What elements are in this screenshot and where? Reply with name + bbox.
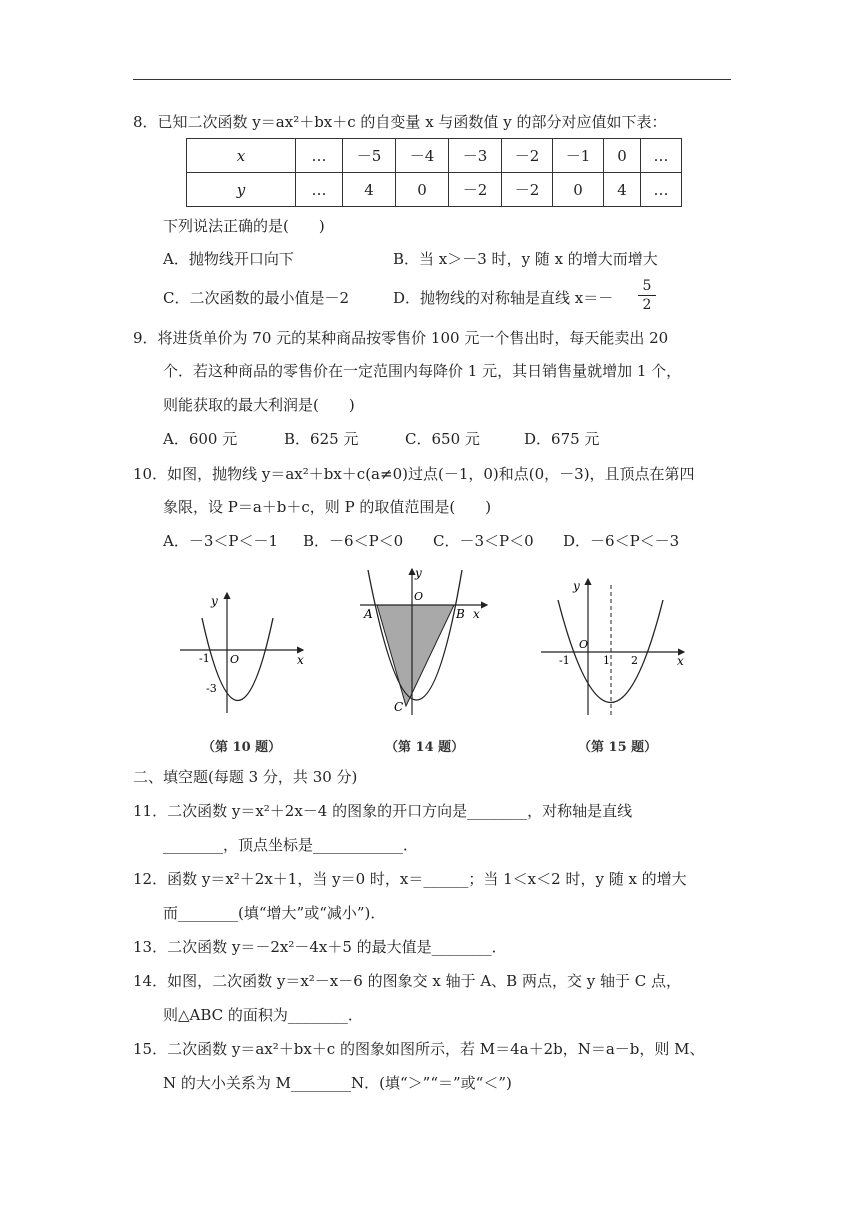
q8-value-table xyxy=(186,138,682,207)
point-b-label: B xyxy=(456,607,465,621)
table-cell: x xyxy=(187,139,296,173)
y-label: y xyxy=(211,594,218,608)
q15-line1: 15．二次函数 y＝ax²＋bx＋c 的图象如图所示，若 M＝4a＋2b，N＝a－b，则 M、 xyxy=(133,1040,705,1058)
q8-question: 下列说法正确的是( ) xyxy=(163,217,325,235)
q10-line2: 象限，设 P＝a＋b＋c，则 P 的取值范围是( ) xyxy=(163,498,492,516)
x-label: x xyxy=(677,654,684,668)
q14-line2: 则△ABC 的面积为________． xyxy=(163,1006,363,1024)
q9-option-b: B．625 元 xyxy=(284,430,359,448)
x-label: x xyxy=(297,653,304,667)
q9-line1: 9．将进货单价为 70 元的某种商品按零售价 100 元一个售出时，每天能卖出 20 xyxy=(133,329,669,347)
point-a-label: A xyxy=(364,607,373,621)
table-cell: 0 xyxy=(553,173,604,207)
origin-label: O xyxy=(230,653,240,666)
section-title: 二、填空题(每题 3 分，共 30 分) xyxy=(133,768,358,786)
q8-option-d: D．抛物线的对称轴是直线 x＝－ xyxy=(393,289,614,307)
table-cell: 0 xyxy=(604,139,641,173)
q10-line1: 10．如图，抛物线 y＝ax²＋bx＋c(a≠0)过点(－1，0)和点(0，－3)，且顶点在第四 xyxy=(133,465,695,483)
figure-10 xyxy=(175,588,310,718)
table-cell: 4 xyxy=(343,173,396,207)
y-label: y xyxy=(573,579,580,593)
top-rule xyxy=(133,79,731,80)
fraction-denominator: 2 xyxy=(638,295,656,314)
q10-option-a: A．－3＜P＜－1 xyxy=(163,532,279,550)
q10-option-d: D．－6＜P＜－3 xyxy=(563,532,680,550)
table-cell: －2 xyxy=(502,139,553,173)
figure-14-caption: （第 14 题） xyxy=(385,740,465,755)
table-cell: … xyxy=(641,173,682,207)
label-minus-3: -3 xyxy=(206,682,217,695)
q11-line1: 11．二次函数 y＝x²＋2x－4 的图象的开口方向是________，对称轴是直线 xyxy=(133,802,633,820)
q10-option-c: C．－3＜P＜0 xyxy=(433,532,534,550)
table-cell: … xyxy=(641,139,682,173)
table-cell: y xyxy=(187,173,296,207)
label-minus-1: -1 xyxy=(559,654,570,667)
q8-option-b: B．当 x＞－3 时，y 随 x 的增大而增大 xyxy=(393,250,658,268)
q9-option-a: A．600 元 xyxy=(163,430,238,448)
q10-option-b: B．－6＜P＜0 xyxy=(303,532,404,550)
q8-stem: 8．已知二次函数 y＝ax²＋bx＋c 的自变量 x 与函数值 y 的部分对应值如下表： xyxy=(133,113,667,131)
y-label: y xyxy=(415,566,422,580)
q12-line1: 12．函数 y＝x²＋2x＋1，当 y＝0 时，x＝______；当 1＜x＜2 时，y 随 x 的增大 xyxy=(133,870,687,888)
table-cell: 0 xyxy=(396,173,449,207)
table-cell: －2 xyxy=(449,173,502,207)
table-cell: 4 xyxy=(604,173,641,207)
q11-line2: ________，顶点坐标是____________． xyxy=(163,836,419,854)
label-minus-1: -1 xyxy=(199,652,210,665)
q9-line3: 则能获取的最大利润是( ) xyxy=(163,396,355,414)
table-cell: … xyxy=(296,173,343,207)
label-1: 1 xyxy=(603,654,610,667)
table-cell: －1 xyxy=(553,139,604,173)
q15-line2: N 的大小关系为 M________N．(填“＞”“＝”或“＜”) xyxy=(163,1074,512,1092)
x-label: x xyxy=(473,607,480,621)
label-2: 2 xyxy=(631,654,638,667)
table-row-y xyxy=(187,173,682,207)
table-row-x xyxy=(187,139,682,173)
q9-option-d: D．675 元 xyxy=(524,430,600,448)
q13-line1: 13．二次函数 y＝－2x²－4x＋5 的最大值是________． xyxy=(133,938,507,956)
q9-option-c: C．650 元 xyxy=(405,430,480,448)
table-cell: －2 xyxy=(502,173,553,207)
table-cell: －4 xyxy=(396,139,449,173)
q12-line2: 而________(填“增大”或“减小”)． xyxy=(163,904,386,922)
table-cell: … xyxy=(296,139,343,173)
table-cell: －3 xyxy=(449,139,502,173)
figure-14 xyxy=(355,565,495,720)
origin-label: O xyxy=(414,590,424,603)
q14-line1: 14．如图，二次函数 y＝x²－x－6 的图象交 x 轴于 A、B 两点，交 y 轴于 C 点， xyxy=(133,972,681,990)
q8-option-c: C．二次函数的最小值是－2 xyxy=(163,289,350,307)
table-cell: －5 xyxy=(343,139,396,173)
figure-10-caption: （第 10 题） xyxy=(202,740,282,755)
q8-option-a: A．抛物线开口向下 xyxy=(163,250,294,268)
point-c-label: C xyxy=(394,700,404,714)
q9-line2: 个．若这种商品的零售价在一定范围内每降价 1 元，其日销售量就增加 1 个， xyxy=(163,362,682,380)
figure-15 xyxy=(538,575,688,720)
figure-15-caption: （第 15 题） xyxy=(578,740,658,755)
fraction-numerator: 5 xyxy=(642,278,652,294)
origin-label: O xyxy=(579,638,589,651)
q8-option-d-fraction xyxy=(638,277,656,314)
